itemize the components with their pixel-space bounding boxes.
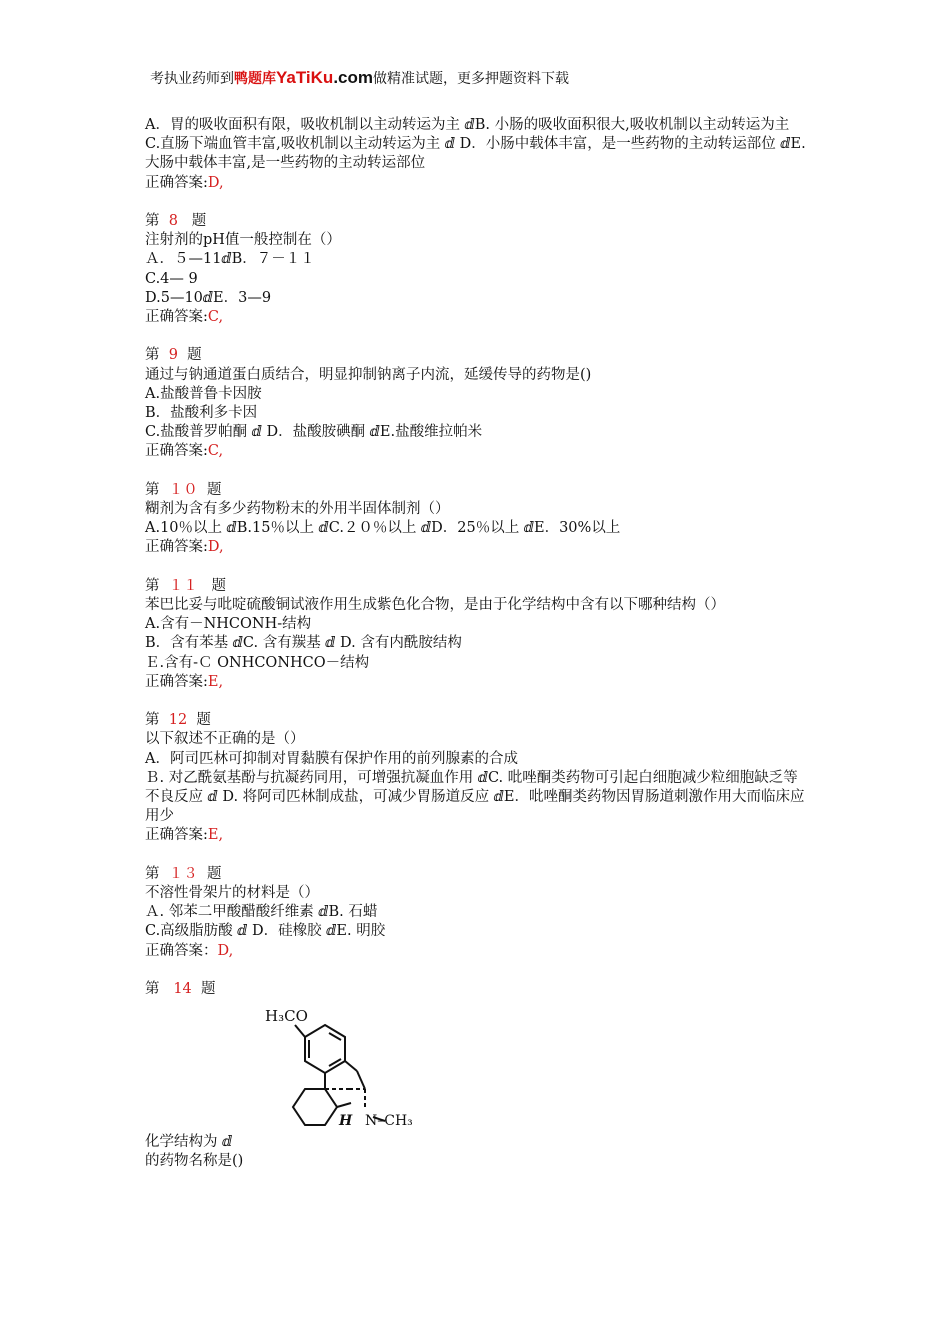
option-line: Ｂ. 对乙酰氨基酚与抗凝药同用，可增强抗凝血作用 ⅆC. 吡唑酮类药物可引起白细胞减少粒细胞缺乏等不良反应 ⅆ D. 将阿司匹林制成盐，可减少胃肠道反应 ⅆE．吡唑酮类药物因胃肠道刺激作用大而临床应用少 [145,769,805,825]
header-prefix: 考执业药师到 [150,71,234,87]
question-10-title [145,481,810,500]
answer-label: 正确答案： [145,942,218,959]
brand-name-en[interactable]: YaTiKu [276,68,334,87]
answer-value: C, [207,443,224,460]
methoxy-label: H₃CO [265,1007,308,1026]
question-11-title [145,577,810,596]
answer-value: D, [207,174,224,191]
answer-line [145,942,810,961]
bridge-bond [345,1061,357,1071]
question-label-post: 题 [206,865,222,882]
answer-value: D, [217,942,234,959]
question-stem: 化学结构为 ⅆ [145,1134,233,1151]
page-header [150,68,569,88]
option-line: Ａ．５—11ⅆB．７－１１ [145,251,315,268]
question-9-title [145,346,810,365]
option-line: Ｅ.含有-Ｃ ONHCONHCO－结构 [145,654,370,671]
answer-label: 正确答案: [145,309,208,326]
question-label-pre: 第 [145,577,160,594]
answer-label: 正确答案: [145,174,208,191]
answer-value: E, [207,673,224,690]
question-number: １１ [168,577,198,594]
question-number: １３ [168,865,198,882]
question-label-pre: 第 [145,712,160,729]
option-line: C.高级脂肪酸 ⅆ D．硅橡胶 ⅆE. 明胶 [145,923,386,940]
answer-line [145,308,810,327]
option-cde: C.直肠下端血管丰富,吸收机制以主动转运为主 ⅆ D．小肠中载体丰富，是一些药物的主动转运部位 ⅆE. 大肠中载体丰富,是一些药物的主动转运部位 [145,136,806,172]
question-number: 9 [168,347,178,364]
option-ab: A．胃的吸收面积有限，吸收机制以主动转运为主 ⅆB. 小肠的吸收面积很大,吸收机制以主动转运为主 [145,117,790,133]
answer-label: 正确答案: [145,827,208,844]
option-line: B．含有苯基 ⅆC. 含有羰基 ⅆ D. 含有内酰胺结构 [145,635,462,652]
answer-label: 正确答案: [145,673,208,690]
n-methyl-label: N–CH₃ [365,1113,413,1130]
question-label-post: 题 [191,213,207,229]
question-label-pre: 第 [145,981,160,998]
question-stem: 以下叙述不正确的是（） [145,731,305,748]
question-number: 8 [168,213,178,229]
answer-value: E, [207,827,224,844]
question-label-pre: 第 [145,213,160,229]
option-line: B．盐酸利多卡因 [145,405,258,422]
question-number: 14 [173,981,192,998]
ring-bond [337,1103,351,1107]
question-stem: 苯巴比妥与吡啶硫酸铜试液作用生成紫色化合物，是由于化学结构中含有以下哪种结构（） [145,597,725,614]
answer-line [145,174,810,193]
question-label-post: 题 [206,481,222,498]
option-line: A.盐酸普鲁卡因胺 [145,385,262,402]
answer-line [145,538,810,557]
answer-value: C, [207,309,224,326]
question-stem: 的药物名称是() [145,1153,244,1170]
option-line: C.4— 9 [145,270,198,287]
question-stem: 注射剂的pH值一般控制在（） [145,232,341,249]
answer-value: D, [207,539,224,556]
option-line: Ａ. 邻苯二甲酸醋酸纤维素 ⅆB. 石蜡 [145,904,378,921]
hydrogen-label: H [339,1113,353,1130]
question-label-pre: 第 [145,481,160,498]
question-13-title [145,865,810,884]
question-label-post: 题 [201,981,216,998]
ring-bond [357,1071,365,1089]
answer-line [145,442,810,461]
document-body [145,116,810,1172]
option-line: A．阿司匹林可抑制对胃黏膜有保护作用的前列腺素的合成 [145,750,518,767]
question-12-title [145,711,810,730]
option-line: D.5—10ⅆE．3—9 [145,289,272,306]
question-label-post: 题 [196,712,211,729]
question-number: 12 [168,712,188,729]
answer-label: 正确答案: [145,443,208,460]
methoxy-bond [295,1025,305,1037]
header-suffix: 做精准试题，更多押题资料下载 [373,71,570,87]
cyclohexane-ring [293,1089,337,1125]
question-stem: 糊剂为含有多少药物粉末的外用半固体制剂（） [145,501,450,518]
brand-domain[interactable]: .com [333,68,374,87]
option-line: C.盐酸普罗帕酮 ⅆ D．盐酸胺碘酮 ⅆE.盐酸维拉帕米 [145,424,483,441]
option-line: A.含有－NHCONH-结构 [145,616,312,633]
answer-label: 正确答案: [145,539,208,556]
chemical-structure-diagram [237,1003,437,1133]
question-label-post: 题 [187,347,202,364]
question-label-post: 题 [211,577,227,594]
option-line: A.10％以上 ⅆB.15％以上 ⅆC.２０％以上 ⅆD．25％以上 ⅆE．30%以上 [145,520,621,537]
question-stem: 通过与钠通道蛋白质结合，明显抑制钠离子内流，延缓传导的药物是() [145,366,592,383]
question-number: １０ [168,481,198,498]
answer-line [145,826,810,845]
question-8-title [145,212,810,231]
aromatic-ring [305,1025,345,1073]
question-label-pre: 第 [145,347,160,364]
question-stem: 不溶性骨架片的材料是（） [145,885,319,902]
question-14-title [145,980,810,999]
question-label-pre: 第 [145,865,160,882]
brand-name-cn[interactable]: 鸭题库 [234,71,276,87]
answer-line [145,673,810,692]
